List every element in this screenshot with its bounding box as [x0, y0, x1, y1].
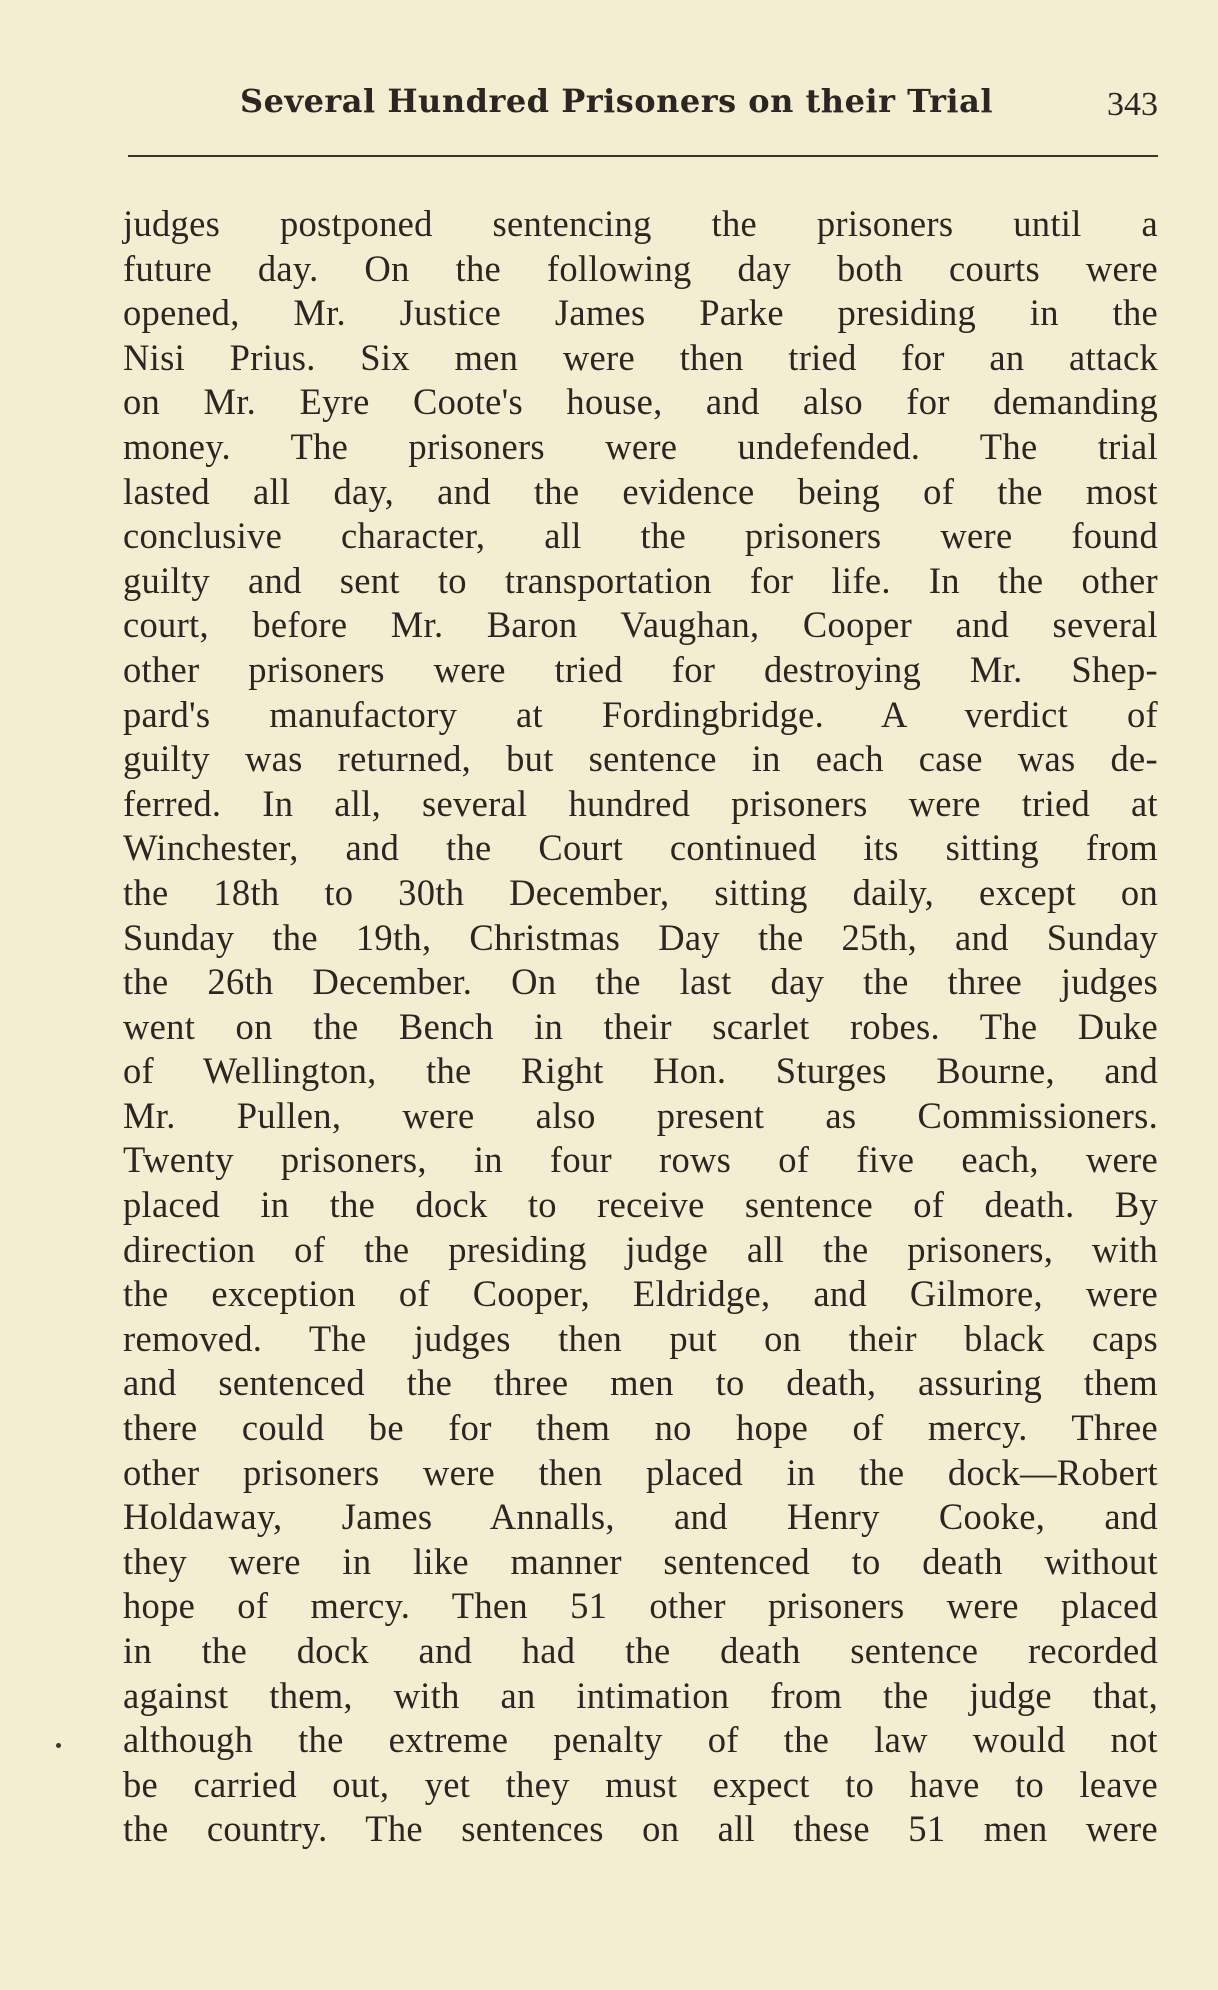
- text-line: on Mr. Eyre Coote's house, and also for demanding: [123, 381, 1158, 423]
- text-line: future day. On the following day both courts were: [123, 247, 1158, 289]
- text-line: Nisi Prius. Six men were then tried for an attack: [123, 336, 1158, 378]
- text-line: Winchester, and the Court continued its sitting from: [123, 827, 1158, 869]
- text-line: lasted all day, and the evidence being of the most: [123, 470, 1158, 512]
- text-line: direction of the presiding judge all the prisoners, with: [123, 1228, 1158, 1270]
- page-header: [240, 82, 1158, 132]
- text-line: other prisoners were tried for destroying Mr. Shep-: [123, 648, 1158, 690]
- text-line: other prisoners were then placed in the dock—Robert: [123, 1451, 1158, 1493]
- text-line: pard's manufactory at Fordingbridge. A verdict of: [123, 693, 1158, 735]
- text-line: court, before Mr. Baron Vaughan, Cooper and several: [123, 604, 1158, 646]
- text-line: the 18th to 30th December, sitting daily, except on: [123, 871, 1158, 913]
- text-line: Mr. Pullen, were also present as Commissioners.: [123, 1094, 1158, 1136]
- text-line: against them, with an intimation from the judge that,: [123, 1674, 1158, 1716]
- text-line: the exception of Cooper, Eldridge, and Gilmore, were: [123, 1273, 1158, 1315]
- text-line: conclusive character, all the prisoners were found: [123, 515, 1158, 557]
- text-line: although the extreme penalty of the law would not: [123, 1719, 1158, 1761]
- text-line: ferred. In all, several hundred prisoners were tried at: [123, 782, 1158, 824]
- body-text: [123, 202, 1158, 1852]
- text-line: Holdaway, James Annalls, and Henry Cooke, and: [123, 1496, 1158, 1538]
- text-line: opened, Mr. Justice James Parke presiding in the: [123, 292, 1158, 334]
- text-line: be carried out, yet they must expect to have to leave: [123, 1763, 1158, 1805]
- text-line: guilty was returned, but sentence in each case was de-: [123, 738, 1158, 780]
- text-line: guilty and sent to transportation for life. In the other: [123, 559, 1158, 601]
- margin-mark: [56, 1743, 61, 1748]
- text-line: of Wellington, the Right Hon. Sturges Bourne, and: [123, 1050, 1158, 1092]
- text-line: Sunday the 19th, Christmas Day the 25th, and Sunday: [123, 916, 1158, 958]
- text-line: in the dock and had the death sentence recorded: [123, 1630, 1158, 1671]
- text-line: judges postponed sentencing the prisoners until a: [123, 203, 1158, 244]
- page-number: 343: [1107, 86, 1158, 123]
- text-line: the country. The sentences on all these 51 men were: [123, 1808, 1158, 1850]
- text-line: went on the Bench in their scarlet robes. The Duke: [123, 1005, 1158, 1047]
- text-line: removed. The judges then put on their black caps: [123, 1317, 1158, 1359]
- text-line: hope of mercy. Then 51 other prisoners were placed: [123, 1585, 1158, 1627]
- text-line: Twenty prisoners, in four rows of five each, were: [123, 1139, 1158, 1181]
- header-rule: [128, 155, 1158, 157]
- text-line: money. The prisoners were undefended. The trial: [123, 425, 1158, 467]
- text-line: there could be for them no hope of mercy. Three: [123, 1407, 1158, 1449]
- text-line: they were in like manner sentenced to death without: [123, 1540, 1158, 1582]
- text-line: placed in the dock to receive sentence of death. By: [123, 1184, 1158, 1226]
- text-line: and sentenced the three men to death, assuring them: [123, 1362, 1158, 1404]
- text-line: the 26th December. On the last day the three judges: [123, 961, 1158, 1003]
- running-title: Several Hundred Prisoners on their Trial: [240, 82, 993, 120]
